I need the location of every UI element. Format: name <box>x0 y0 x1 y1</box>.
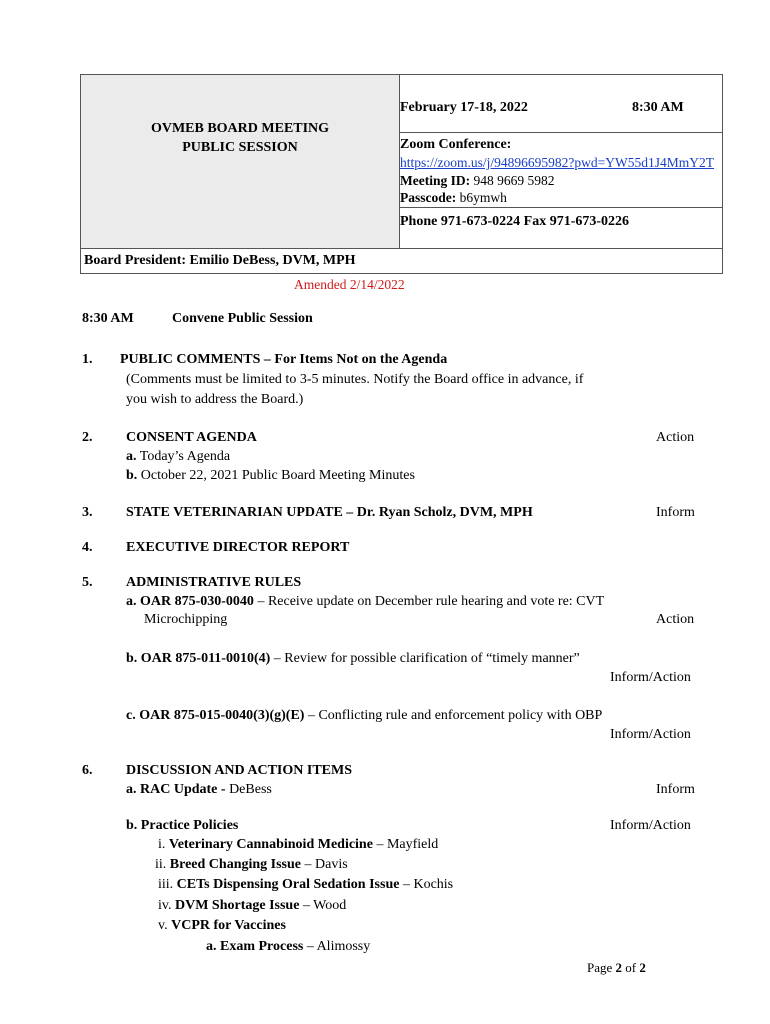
item2-a <box>126 449 230 466</box>
header-table <box>80 74 723 274</box>
subitem <box>158 837 438 854</box>
item6-a-rule: RAC Update - <box>140 782 226 797</box>
page-of: of <box>625 960 637 975</box>
subitem-title: DVM Shortage Issue <box>174 898 300 913</box>
item5-c-status: Inform/Action <box>610 727 691 742</box>
item6-b-label: b. <box>126 818 138 833</box>
subitem-num: ii. <box>155 857 167 872</box>
passcode-value: b6ymwh <box>459 190 507 205</box>
meeting-title-line2: PUBLIC SESSION <box>182 140 298 155</box>
meeting-title-line1: OVMEB BOARD MEETING <box>150 121 330 136</box>
subitem-presenter: – Kochis <box>399 877 454 892</box>
item5-b-text: – Review for possible clarification of “timely manner” <box>270 651 580 666</box>
zoom-label: Zoom Conference: <box>400 137 512 152</box>
subitem-title: Veterinary Cannabinoid Medicine <box>168 837 373 852</box>
meeting-id-value: 948 9669 5982 <box>473 173 555 188</box>
item5-number: 5. <box>82 575 93 590</box>
item6-b-title: Practice Policies <box>140 818 239 833</box>
item4-number: 4. <box>82 540 93 555</box>
subitem <box>158 898 346 915</box>
subitem <box>158 918 286 935</box>
subitem-presenter: – Wood <box>299 898 347 913</box>
item5-b-rule: OAR 875-011-0010(4) <box>140 651 271 666</box>
item1-title: PUBLIC COMMENTS – For Items Not on the Agenda <box>120 352 448 367</box>
item5-a-rule: OAR 875-030-0040 <box>140 594 254 609</box>
subsubitem-label: a. <box>206 939 217 954</box>
item6-a <box>126 782 272 799</box>
subsubitem-text: – Alimossy <box>303 939 371 954</box>
subitem-presenter: – Davis <box>301 857 348 872</box>
item5-a-text2: Microchipping <box>144 612 228 627</box>
item5-a-label: a. <box>126 594 137 609</box>
page-total: 2 <box>639 960 646 975</box>
item5-c <box>126 708 602 725</box>
subitem-num: iv. <box>158 898 172 913</box>
passcode-line <box>400 190 507 206</box>
item5-a-status: Action <box>656 612 695 627</box>
item5-c-label: c. <box>126 708 136 723</box>
item2-b-text: October 22, 2021 Public Board Meeting Minutes <box>140 468 415 483</box>
page-current: 2 <box>615 960 623 975</box>
item3-status: Inform <box>656 505 695 520</box>
meeting-id-label: Meeting ID: <box>400 173 471 188</box>
zoom-link[interactable]: https://zoom.us/j/94896695982?pwd=YW55d1J4MmY2T <box>400 155 714 170</box>
item2-status: Action <box>656 430 695 445</box>
item2-title: CONSENT AGENDA <box>126 430 257 445</box>
subitem-num: iii. <box>158 877 174 892</box>
item6-number: 6. <box>82 763 93 778</box>
subsubitem-title: Exam Process <box>220 939 304 954</box>
convene-time: 8:30 AM <box>82 311 134 326</box>
item5-b-status: Inform/Action <box>610 670 691 685</box>
item4-title: EXECUTIVE DIRECTOR REPORT <box>126 540 350 555</box>
item2-b <box>126 468 415 485</box>
item6-b <box>126 818 238 835</box>
subitem <box>158 877 453 894</box>
subitem-num: v. <box>158 918 168 933</box>
item5-a <box>126 594 604 611</box>
item5-b <box>126 651 580 668</box>
item6-a-status: Inform <box>656 782 695 797</box>
date-time-cell <box>400 75 722 133</box>
passcode-label: Passcode: <box>400 190 457 205</box>
item6-title: DISCUSSION AND ACTION ITEMS <box>126 763 353 778</box>
phone-fax: Phone 971-673-0224 Fax 971-673-0226 <box>400 214 630 229</box>
item2-a-label: a. <box>126 449 137 464</box>
item5-a-text: – Receive update on December rule hearing and vote re: CVT <box>253 594 605 609</box>
meeting-time: 8:30 AM <box>632 100 684 115</box>
item1-number: 1. <box>82 352 93 367</box>
item6-a-text: DeBess <box>225 782 272 797</box>
convene-label: Convene Public Session <box>172 311 313 326</box>
page-prefix: Page <box>587 960 613 975</box>
subitem-title: CETs Dispensing Oral Sedation Issue <box>176 877 400 892</box>
page-number <box>587 960 646 976</box>
item2-number: 2. <box>82 430 93 445</box>
item1-note-line1: (Comments must be limited to 3-5 minutes. Notify the Board office in advance, if <box>126 372 584 387</box>
item3-number: 3. <box>82 505 93 520</box>
meeting-date: February 17-18, 2022 <box>400 100 528 115</box>
item5-b-label: b. <box>126 651 138 666</box>
meeting-title-cell <box>81 75 400 248</box>
amended-note: Amended 2/14/2022 <box>294 277 405 292</box>
item1-note-line2: you wish to address the Board.) <box>126 392 304 407</box>
meeting-id-line <box>400 173 554 189</box>
zoom-cell <box>400 133 722 208</box>
subsubitem <box>206 939 370 956</box>
subitem-num: i. <box>158 837 166 852</box>
subitem-title: VCPR for Vaccines <box>171 918 286 933</box>
item5-title: ADMINISTRATIVE RULES <box>126 575 302 590</box>
board-president: Board President: Emilio DeBess, DVM, MPH <box>84 253 356 268</box>
subitem <box>155 857 348 874</box>
meeting-details-cell <box>400 75 722 248</box>
president-row <box>81 248 722 273</box>
meeting-title <box>81 119 399 157</box>
subitem-title: Breed Changing Issue <box>169 857 301 872</box>
item6-a-label: a. <box>126 782 137 797</box>
item2-b-label: b. <box>126 468 138 483</box>
phone-fax-cell <box>400 208 722 248</box>
subitem-presenter: – Mayfield <box>372 837 439 852</box>
item5-c-rule: OAR 875-015-0040(3)(g)(E) <box>139 708 305 723</box>
item3-title: STATE VETERINARIAN UPDATE – Dr. Ryan Scholz, DVM, MPH <box>126 505 533 520</box>
item5-c-text: – Conflicting rule and enforcement policy with OBP <box>304 708 603 723</box>
item2-a-text: Today’s Agenda <box>139 449 231 464</box>
item6-b-status: Inform/Action <box>610 818 691 833</box>
